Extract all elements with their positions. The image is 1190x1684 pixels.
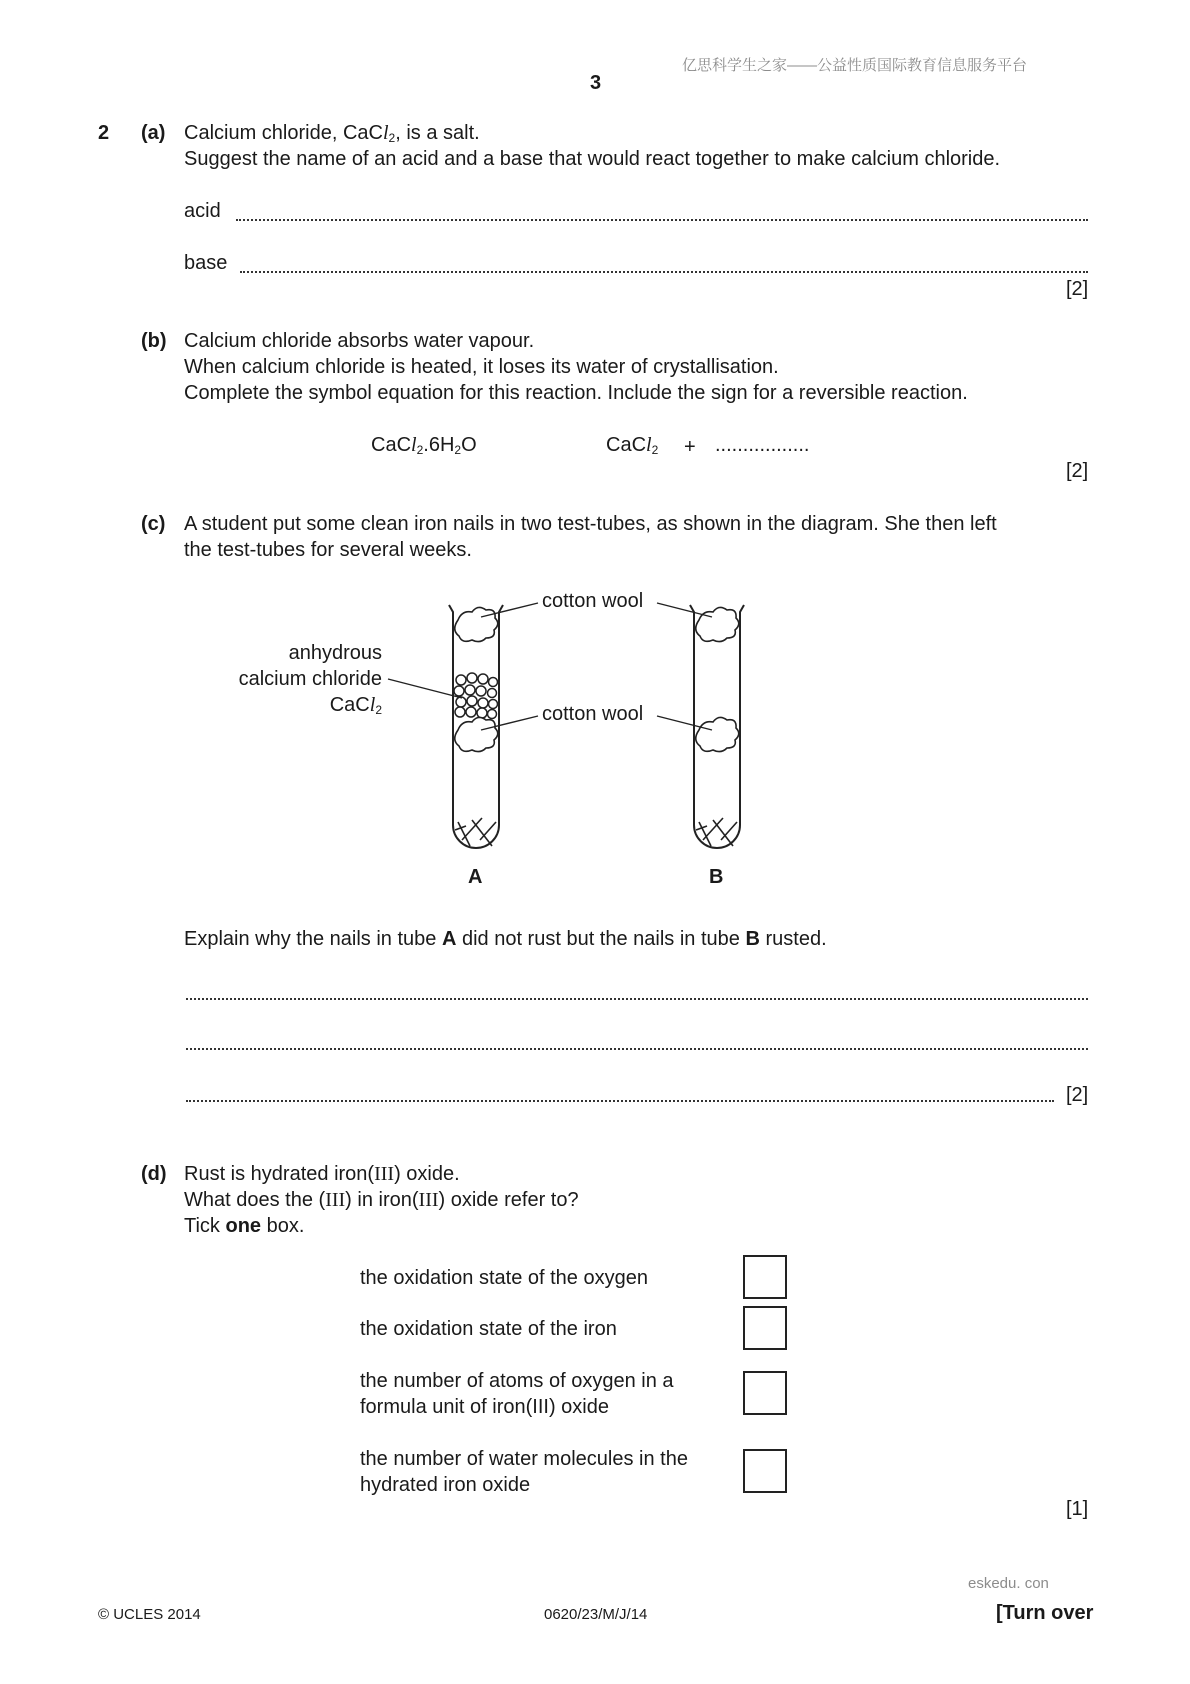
part-a-marks: [2] [1066, 278, 1089, 300]
label-tube-b: B [709, 866, 724, 888]
part-b-line1: Calcium chloride absorbs water vapour. [184, 330, 535, 352]
label-cotton-wool-top: cotton wool [542, 590, 644, 612]
label-cotton-wool-mid: cotton wool [542, 703, 644, 725]
footer-copyright: © UCLES 2014 [98, 1606, 201, 1623]
part-c-marks: [2] [1066, 1084, 1089, 1106]
option-2-text: the oxidation state of the iron [360, 1318, 617, 1340]
part-d-line1: Rust is hydrated iron(III) oxide. [184, 1163, 460, 1185]
question-number: 2 [98, 122, 110, 144]
part-b-label: (b) [141, 330, 167, 352]
explain-answer-line-1[interactable] [186, 998, 1088, 1000]
footer-code: 0620/23/M/J/14 [544, 1606, 648, 1623]
turn-over: [Turn over [996, 1602, 1094, 1624]
option-1-text: the oxidation state of the oxygen [360, 1267, 648, 1289]
option-2-checkbox[interactable] [743, 1306, 787, 1350]
label-calcium-chloride: calcium chloride [238, 668, 382, 690]
header-watermark: 亿思科学生之家——公益性质国际教育信息服务平台 [682, 57, 1028, 74]
cotton-wool-a-mid [455, 717, 498, 751]
base-label: base [184, 252, 228, 274]
option-3-text-line2: formula unit of iron(III) oxide [360, 1396, 609, 1418]
footer-site: eskedu. con [968, 1575, 1049, 1592]
part-a-line1: Calcium chloride, CaCl$_2$, is a salt. [184, 122, 480, 145]
part-c-label: (c) [141, 513, 166, 535]
part-b-line2: When calcium chloride is heated, it loses its water of crystallisation. [184, 356, 779, 378]
part-d-label: (d) [141, 1163, 167, 1185]
label-tube-a: A [468, 866, 483, 888]
cotton-wool-a-top [455, 607, 498, 641]
part-c-line2: the test-tubes for several weeks. [184, 539, 472, 561]
part-a-label: (a) [141, 122, 166, 144]
cotton-wool-b-top [696, 607, 739, 641]
part-d-line2: What does the (III) in iron(III) oxide refer to? [184, 1189, 579, 1211]
part-c-explain: Explain why the nails in tube A did not rust but the nails in tube B rusted. [184, 928, 827, 950]
option-3-checkbox[interactable] [743, 1371, 787, 1415]
label-anhydrous: anhydrous [288, 642, 382, 664]
option-4-text-line2: hydrated iron oxide [360, 1474, 531, 1496]
equation-right: CaCl$_2$ [606, 434, 659, 457]
part-b-marks: [2] [1066, 460, 1089, 482]
acid-label: acid [184, 200, 221, 222]
equation-plus: + [684, 436, 696, 458]
part-b-line3: Complete the symbol equation for this reaction. Include the sign for a reversible reaction. [184, 382, 968, 404]
explain-answer-line-2[interactable] [186, 1048, 1088, 1050]
option-4-text-line1: the number of water molecules in the [360, 1448, 688, 1470]
page-number: 3 [590, 72, 602, 94]
part-d-marks: [1] [1066, 1498, 1089, 1520]
equation-left: $CaCl_2.6H_2O$ [371, 434, 477, 457]
option-3-text-line1: the number of atoms of oxygen in a [360, 1370, 674, 1392]
option-1-checkbox[interactable] [743, 1255, 787, 1299]
part-c-line1: A student put some clean iron nails in two test-tubes, as shown in the diagram. She then left [184, 513, 997, 535]
explain-answer-line-3[interactable] [186, 1100, 1054, 1102]
option-4-checkbox[interactable] [743, 1449, 787, 1493]
part-d-line3: Tick one box. [184, 1215, 305, 1237]
equation-blank[interactable]: ................. [715, 434, 810, 456]
label-formula: CaCl$_2$ [329, 694, 382, 717]
part-a-line2: Suggest the name of an acid and a base that would react together to make calcium chloride. [184, 148, 1001, 170]
calcium-chloride-granules [454, 673, 498, 719]
cotton-wool-b-mid [696, 717, 739, 751]
